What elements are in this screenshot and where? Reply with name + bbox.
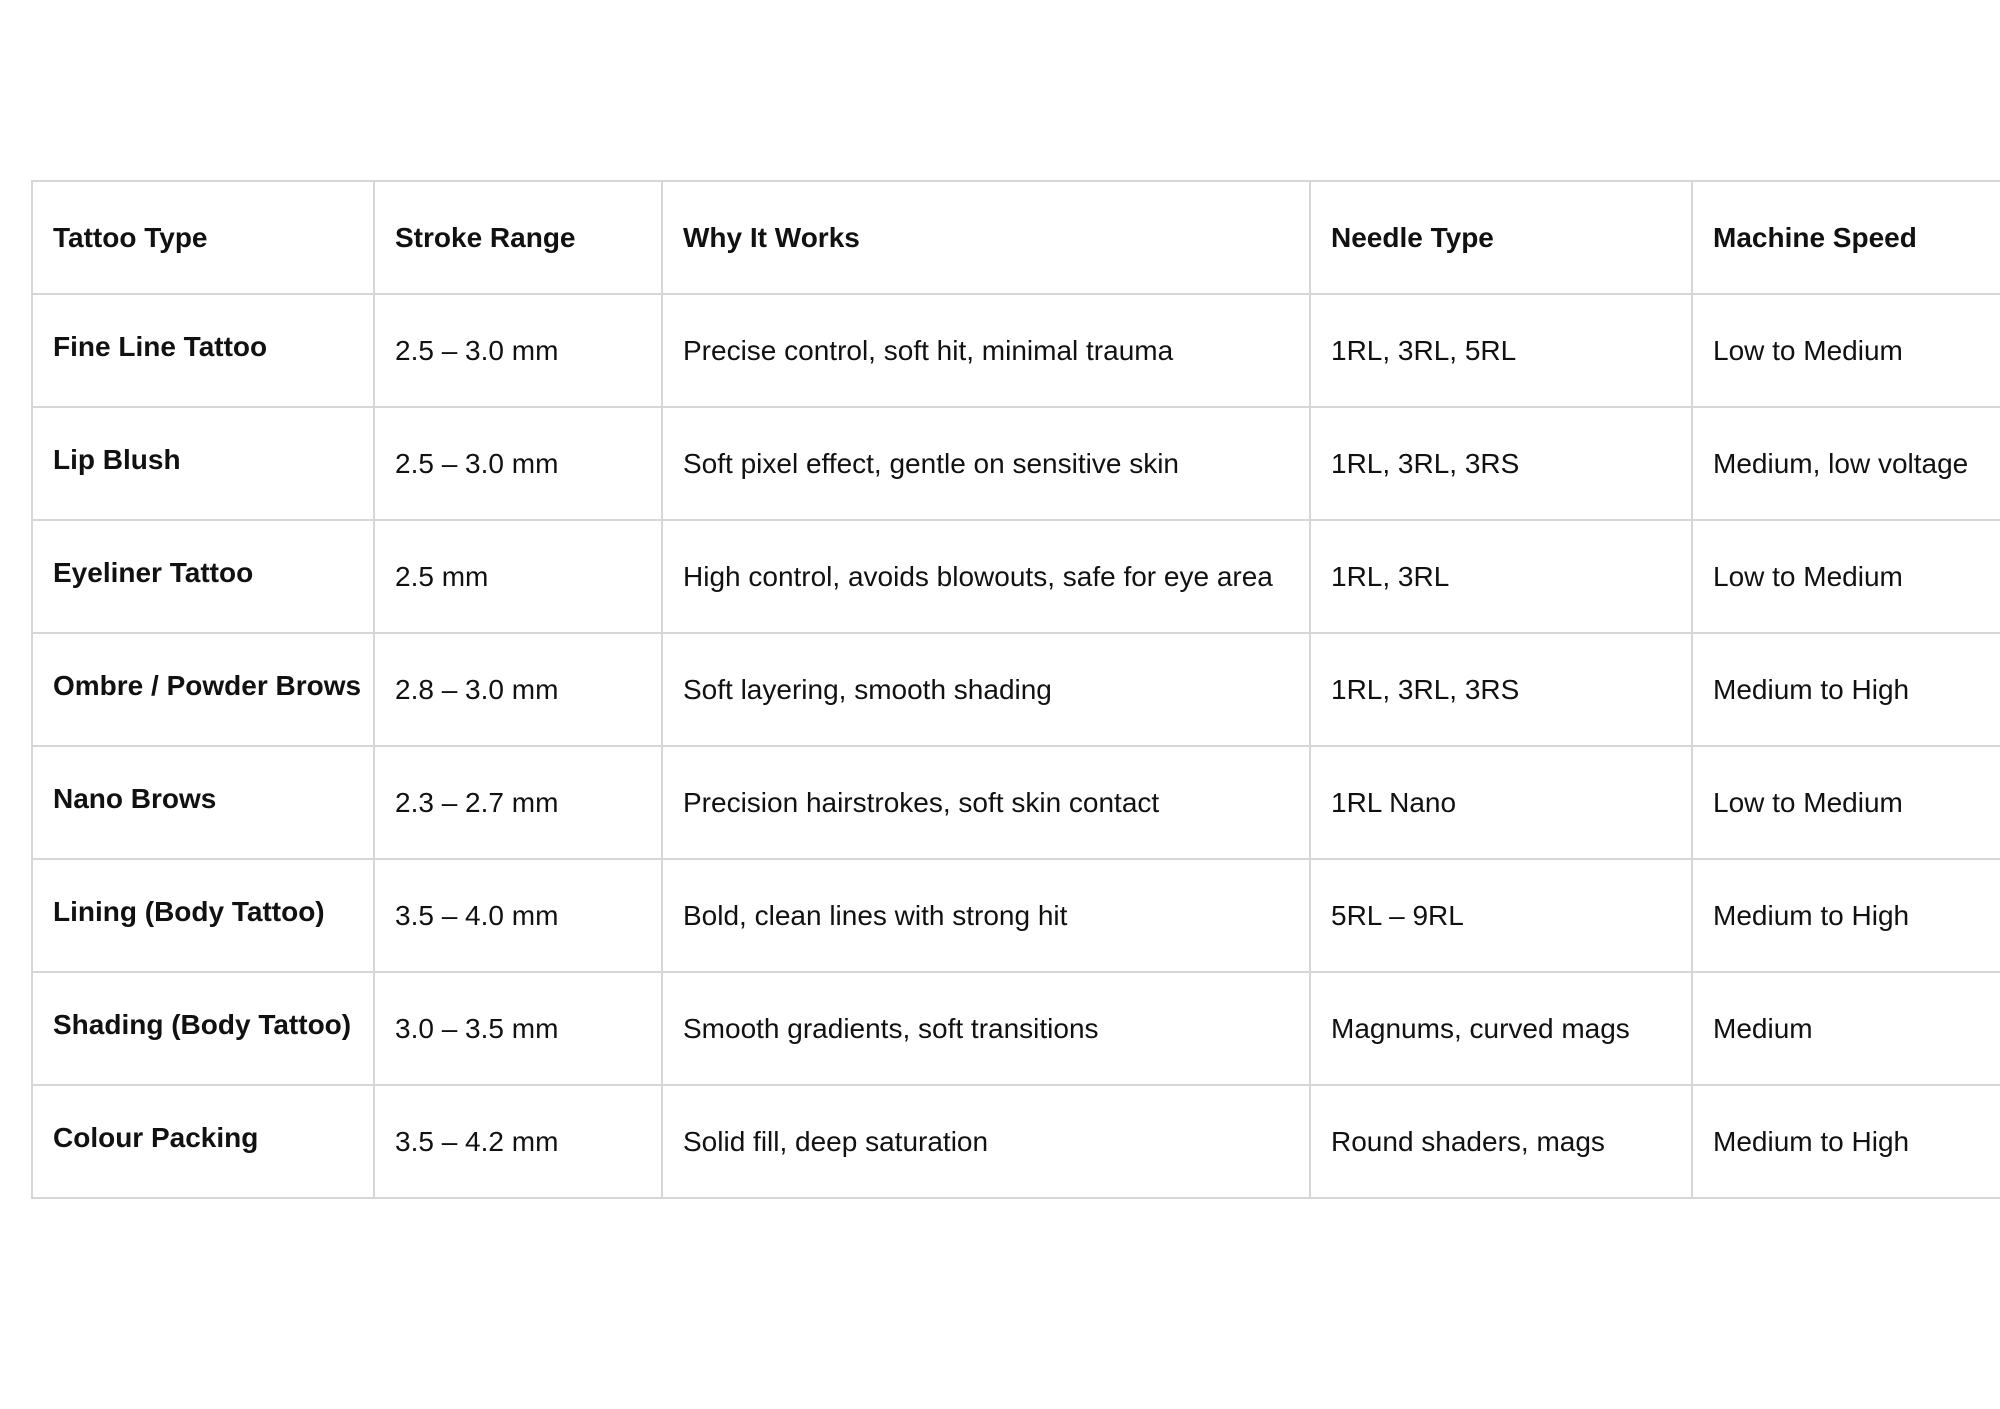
cell-why-it-works: High control, avoids blowouts, safe for eye area	[662, 520, 1310, 633]
cell-stroke-range: 2.5 – 3.0 mm	[374, 407, 662, 520]
cell-machine-speed: Low to Medium	[1692, 746, 2000, 859]
header-machine-speed: Machine Speed	[1692, 181, 2000, 294]
header-needle-type: Needle Type	[1310, 181, 1692, 294]
tattoo-settings-table	[31, 180, 2000, 1199]
cell-tattoo-type: Fine Line Tattoo	[32, 294, 374, 407]
cell-needle-type: 1RL, 3RL, 5RL	[1310, 294, 1692, 407]
cell-tattoo-type: Ombre / Powder Brows	[32, 633, 374, 746]
cell-why-it-works: Bold, clean lines with strong hit	[662, 859, 1310, 972]
cell-stroke-range: 2.3 – 2.7 mm	[374, 746, 662, 859]
cell-stroke-range: 2.5 – 3.0 mm	[374, 294, 662, 407]
header-why-it-works: Why It Works	[662, 181, 1310, 294]
cell-machine-speed: Medium	[1692, 972, 2000, 1085]
cell-machine-speed: Low to Medium	[1692, 520, 2000, 633]
table-row	[32, 859, 2000, 972]
cell-needle-type: 1RL, 3RL, 3RS	[1310, 407, 1692, 520]
cell-machine-speed: Low to Medium	[1692, 294, 2000, 407]
cell-why-it-works: Soft layering, smooth shading	[662, 633, 1310, 746]
cell-machine-speed: Medium to High	[1692, 633, 2000, 746]
cell-why-it-works: Solid fill, deep saturation	[662, 1085, 1310, 1198]
table-row	[32, 1085, 2000, 1198]
cell-why-it-works: Smooth gradients, soft transitions	[662, 972, 1310, 1085]
cell-machine-speed: Medium to High	[1692, 859, 2000, 972]
cell-needle-type: Magnums, curved mags	[1310, 972, 1692, 1085]
cell-tattoo-type: Eyeliner Tattoo	[32, 520, 374, 633]
cell-needle-type: 5RL – 9RL	[1310, 859, 1692, 972]
table-row	[32, 294, 2000, 407]
cell-machine-speed: Medium to High	[1692, 1085, 2000, 1198]
cell-why-it-works: Precise control, soft hit, minimal trauma	[662, 294, 1310, 407]
header-stroke-range: Stroke Range	[374, 181, 662, 294]
tattoo-settings-table-container	[31, 180, 2000, 1199]
cell-why-it-works: Soft pixel effect, gentle on sensitive skin	[662, 407, 1310, 520]
table-row	[32, 407, 2000, 520]
cell-stroke-range: 2.5 mm	[374, 520, 662, 633]
cell-stroke-range: 2.8 – 3.0 mm	[374, 633, 662, 746]
cell-stroke-range: 3.5 – 4.2 mm	[374, 1085, 662, 1198]
cell-stroke-range: 3.5 – 4.0 mm	[374, 859, 662, 972]
cell-needle-type: Round shaders, mags	[1310, 1085, 1692, 1198]
cell-tattoo-type: Lining (Body Tattoo)	[32, 859, 374, 972]
cell-needle-type: 1RL, 3RL	[1310, 520, 1692, 633]
table-header-row	[32, 181, 2000, 294]
cell-tattoo-type: Nano Brows	[32, 746, 374, 859]
cell-stroke-range: 3.0 – 3.5 mm	[374, 972, 662, 1085]
table-row	[32, 520, 2000, 633]
cell-tattoo-type: Shading (Body Tattoo)	[32, 972, 374, 1085]
cell-tattoo-type: Colour Packing	[32, 1085, 374, 1198]
cell-needle-type: 1RL Nano	[1310, 746, 1692, 859]
table-row	[32, 972, 2000, 1085]
header-tattoo-type: Tattoo Type	[32, 181, 374, 294]
cell-tattoo-type: Lip Blush	[32, 407, 374, 520]
table-row	[32, 633, 2000, 746]
cell-why-it-works: Precision hairstrokes, soft skin contact	[662, 746, 1310, 859]
cell-machine-speed: Medium, low voltage	[1692, 407, 2000, 520]
cell-needle-type: 1RL, 3RL, 3RS	[1310, 633, 1692, 746]
table-row	[32, 746, 2000, 859]
